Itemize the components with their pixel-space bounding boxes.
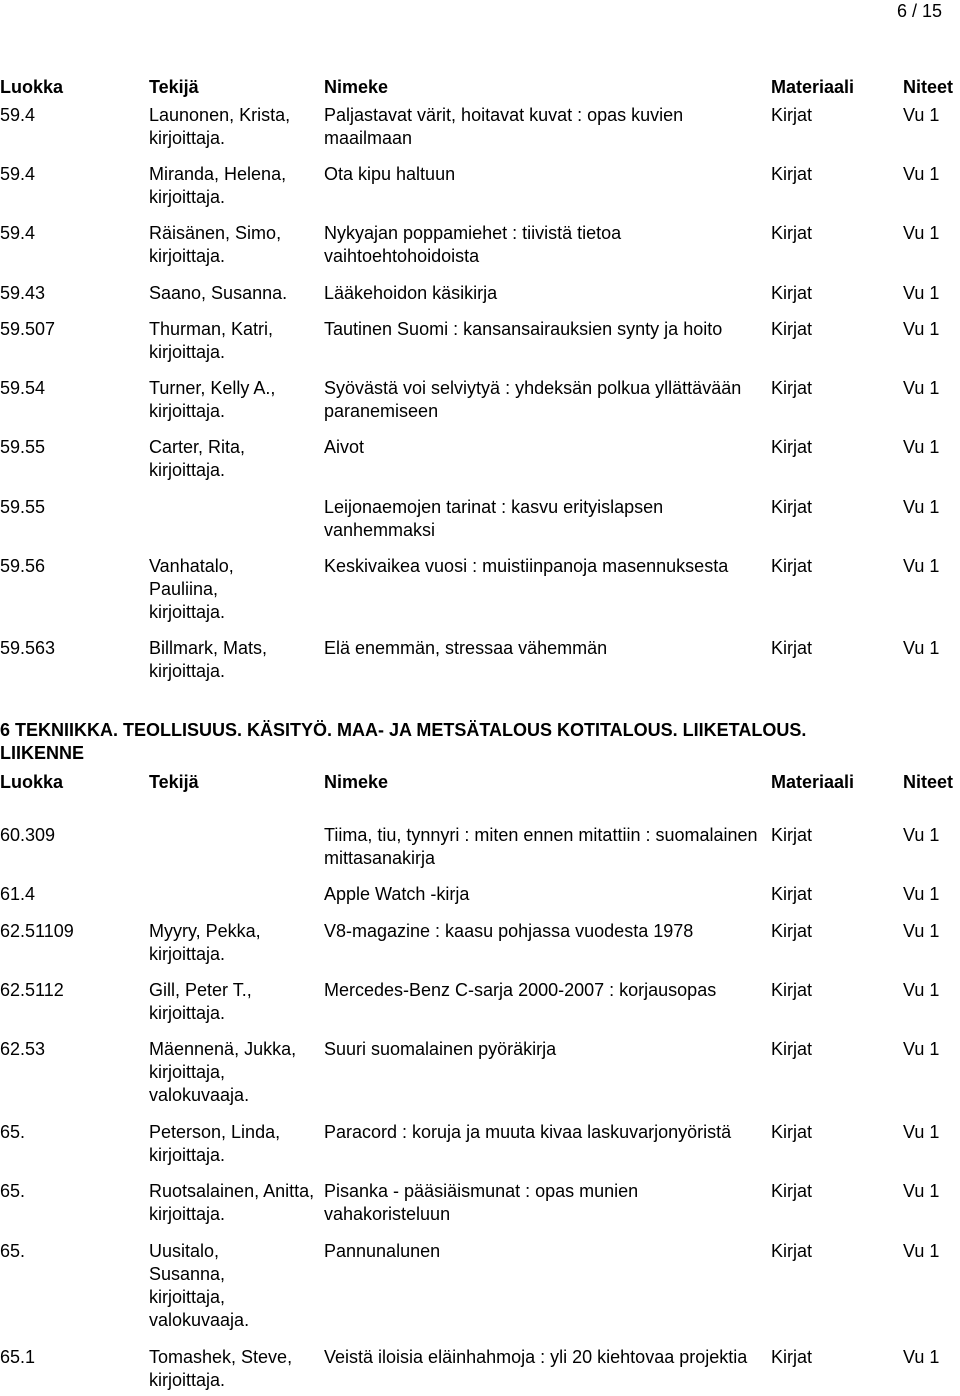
cell-nimeke: Lääkehoidon käsikirja [324,283,498,303]
cell-luokka: 60.309 [0,825,56,845]
cell-materiaali: Kirjat [771,283,813,303]
cell-tekija: Turner, Kelly A., kirjoittaja. [149,378,276,421]
cell-tekija: Ruotsalainen, Anitta, kirjoittaja. [149,1181,315,1224]
cell-luokka: 62.51109 [0,921,74,941]
cell-tekija: Räisänen, Simo, kirjoittaja. [149,223,282,266]
cell-materiaali: Kirjat [771,319,813,339]
cell-materiaali: Kirjat [771,980,813,1000]
cell-luokka: 59.563 [0,638,56,658]
cell-materiaali: Kirjat [771,1122,813,1142]
header-luokka: Luokka [0,77,64,97]
cell-nimeke: Veistä iloisia eläinhahmoja : yli 20 kiehtovaa projektia [324,1347,748,1367]
cell-niteet: Vu 1 [903,1181,940,1201]
cell-materiaali: Kirjat [771,884,813,904]
cell-nimeke: Keskivaikea vuosi : muistiinpanoja masennuksesta [324,556,729,576]
cell-niteet: Vu 1 [903,437,940,457]
cell-luokka: 59.55 [0,497,46,517]
cell-tekija: Mäennenä, Jukka, kirjoittaja, valokuvaaja. [149,1039,297,1105]
cell-materiaali: Kirjat [771,497,813,517]
cell-materiaali: Kirjat [771,825,813,845]
cell-tekija: Saano, Susanna. [149,283,288,303]
cell-luokka: 59.55 [0,437,46,457]
cell-luokka: 61.4 [0,884,36,904]
cell-tekija: Thurman, Katri, kirjoittaja. [149,319,274,362]
cell-materiaali: Kirjat [771,164,813,184]
cell-niteet: Vu 1 [903,1122,940,1142]
section-title: 6 TEKNIIKKA. TEOLLISUUS. KÄSITYÖ. MAA- JA METSÄTALOUS KOTITALOUS. LIIKETALOUS. LIIKENNE [0,720,807,763]
cell-materiaali: Kirjat [771,1241,813,1261]
cell-niteet: Vu 1 [903,980,940,1000]
cell-materiaali: Kirjat [771,1181,813,1201]
cell-luokka: 62.5112 [0,980,64,1000]
cell-niteet: Vu 1 [903,1347,940,1367]
cell-luokka: 59.4 [0,223,36,243]
cell-materiaali: Kirjat [771,556,813,576]
cell-nimeke: Tiima, tiu, tynnyri : miten ennen mitattiin : suomalainen mittasanakirja [324,825,758,868]
cell-luokka: 59.54 [0,378,46,398]
cell-luokka: 59.507 [0,319,56,339]
cell-tekija: Vanhatalo, Pauliina, kirjoittaja. [149,556,234,622]
cell-nimeke: Leijonaemojen tarinat : kasvu erityislapsen vanhemmaksi [324,497,664,540]
cell-materiaali: Kirjat [771,437,813,457]
catalog-table-1 [0,76,960,99]
cell-luokka: 65. [0,1241,26,1261]
cell-niteet: Vu 1 [903,638,940,658]
cell-niteet: Vu 1 [903,921,940,941]
cell-nimeke: Pisanka - pääsiäismunat : opas munien vahakoristeluun [324,1181,639,1224]
table-header [0,771,960,794]
cell-nimeke: V8-magazine : kaasu pohjassa vuodesta 1978 [324,921,694,941]
cell-niteet: Vu 1 [903,164,940,184]
cell-niteet: Vu 1 [903,283,940,303]
header-nimeke: Nimeke [324,77,389,97]
cell-nimeke: Paracord : koruja ja muuta kivaa laskuvarjonyöristä [324,1122,732,1142]
cell-luokka: 59.4 [0,164,36,184]
cell-nimeke: Elä enemmän, stressaa vähemmän [324,638,608,658]
cell-nimeke: Paljastavat värit, hoitavat kuvat : opas kuvien maailmaan [324,105,684,148]
cell-niteet: Vu 1 [903,825,940,845]
cell-materiaali: Kirjat [771,1039,813,1059]
cell-nimeke: Mercedes-Benz C-sarja 2000-2007 : korjausopas [324,980,717,1000]
header-materiaali: Materiaali [771,77,855,97]
cell-materiaali: Kirjat [771,378,813,398]
cell-luokka: 59.43 [0,283,46,303]
cell-tekija: Launonen, Krista, kirjoittaja. [149,105,291,148]
cell-tekija: Billmark, Mats, kirjoittaja. [149,638,268,681]
cell-tekija: Gill, Peter T., kirjoittaja. [149,980,252,1023]
cell-nimeke: Tautinen Suomi : kansansairauksien synty ja hoito [324,319,723,339]
cell-materiaali: Kirjat [771,921,813,941]
cell-nimeke: Pannunalunen [324,1241,441,1261]
cell-niteet: Vu 1 [903,497,940,517]
cell-niteet: Vu 1 [903,105,940,125]
header-luokka: Luokka [0,772,64,792]
cell-tekija: Myyry, Pekka, kirjoittaja. [149,921,261,964]
table-header [0,76,960,99]
cell-tekija: Miranda, Helena, kirjoittaja. [149,164,287,207]
cell-nimeke: Aivot [324,437,365,457]
cell-niteet: Vu 1 [903,378,940,398]
header-tekija: Tekijä [149,772,199,792]
cell-niteet: Vu 1 [903,556,940,576]
cell-niteet: Vu 1 [903,1241,940,1261]
cell-tekija: Uusitalo, Susanna, kirjoittaja, valokuvaaja. [149,1241,250,1330]
cell-luokka: 65.1 [0,1347,36,1367]
cell-nimeke: Syövästä voi selviytyä : yhdeksän polkua yllättävään paranemiseen [324,378,742,421]
header-nimeke: Nimeke [324,772,389,792]
header-tekija: Tekijä [149,77,199,97]
header-materiaali: Materiaali [771,772,855,792]
cell-materiaali: Kirjat [771,223,813,243]
cell-materiaali: Kirjat [771,105,813,125]
cell-luokka: 65. [0,1122,26,1142]
cell-luokka: 59.56 [0,556,46,576]
cell-niteet: Vu 1 [903,1039,940,1059]
cell-materiaali: Kirjat [771,638,813,658]
header-niteet: Niteet [903,77,954,97]
page-number: 6 / 15 [896,1,942,21]
cell-tekija: Carter, Rita, kirjoittaja. [149,437,246,480]
cell-nimeke: Ota kipu haltuun [324,164,456,184]
cell-niteet: Vu 1 [903,319,940,339]
catalog-table-2 [0,771,960,794]
cell-nimeke: Nykyajan poppamiehet : tiivistä tietoa vaihtoehtohoidoista [324,223,622,266]
cell-tekija: Peterson, Linda, kirjoittaja. [149,1122,281,1165]
cell-nimeke: Apple Watch -kirja [324,884,470,904]
cell-niteet: Vu 1 [903,884,940,904]
cell-nimeke: Suuri suomalainen pyöräkirja [324,1039,557,1059]
cell-niteet: Vu 1 [903,223,940,243]
header-niteet: Niteet [903,772,954,792]
cell-tekija: Tomashek, Steve, kirjoittaja. [149,1347,293,1390]
cell-luokka: 59.4 [0,105,36,125]
cell-luokka: 65. [0,1181,26,1201]
cell-luokka: 62.53 [0,1039,46,1059]
cell-materiaali: Kirjat [771,1347,813,1367]
